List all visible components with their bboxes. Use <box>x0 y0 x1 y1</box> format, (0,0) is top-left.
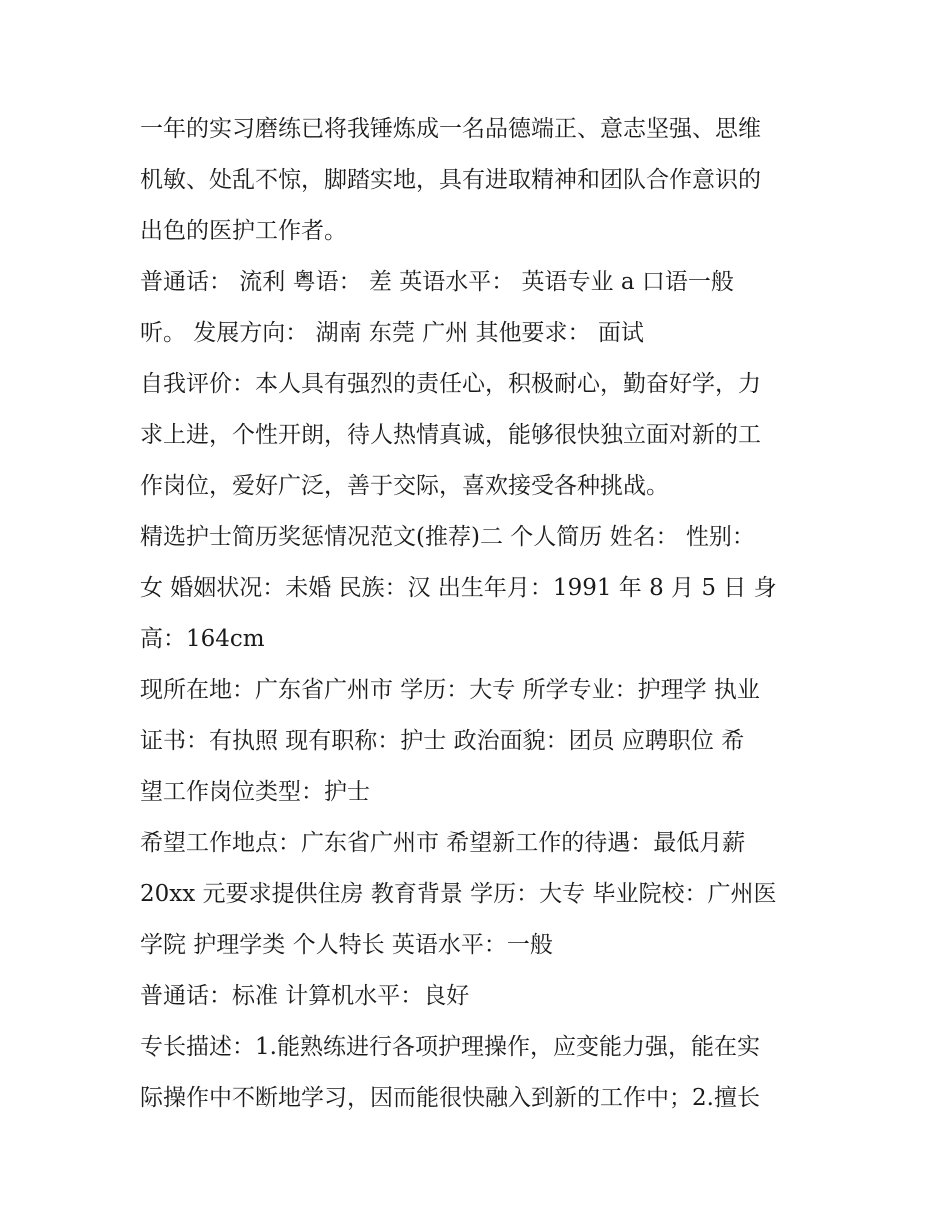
text-line: 普通话：标准 计算机水平：良好 <box>140 983 470 1009</box>
text-line: 女 婚姻状况：未婚 民族：汉 出生年月：1991 年 8 月 5 日 身 <box>140 575 777 601</box>
text-line: 现所在地：广东省广州市 学历：大专 所学专业：护理学 执业 <box>140 677 760 703</box>
text-line: 精选护士简历奖惩情况范文(推荐)二 个人简历 姓名： 性别： <box>140 524 755 550</box>
text-line: 出色的医护工作者。 <box>140 218 347 244</box>
text-line: 自我评价：本人具有强烈的责任心，积极耐心，勤奋好学，力 <box>140 371 761 397</box>
text-line: 20xx 元要求提供住房 教育背景 学历：大专 毕业院校：广州医 <box>140 881 777 907</box>
text-line: 学院 护理学类 个人特长 英语水平：一般 <box>140 932 553 958</box>
text-line: 希望工作地点：广东省广州市 希望新工作的待遇：最低月薪 <box>140 830 746 856</box>
text-line: 证书：有执照 现有职称：护士 政治面貌：团员 应聘职位 希 <box>140 728 745 754</box>
text-line: 望工作岗位类型：护士 <box>140 779 370 805</box>
text-line: 机敏、处乱不惊，脚踏实地，具有进取精神和团队合作意识的 <box>140 167 761 193</box>
text-line: 高：164cm <box>140 626 265 652</box>
text-line: 听。 发展方向： 湖南 东莞 广州 其他要求： 面试 <box>140 320 644 346</box>
text-line: 求上进，个性开朗，待人热情真诚，能够很快独立面对新的工 <box>140 422 761 448</box>
text-line: 作岗位，爱好广泛，善于交际，喜欢接受各种挑战。 <box>140 473 669 499</box>
text-line: 专长描述：1.能熟练进行各项护理操作，应变能力强，能在实 <box>140 1034 760 1060</box>
text-line: 一年的实习磨练已将我锤炼成一名品德端正、意志坚强、思维 <box>140 116 761 142</box>
document-body <box>140 104 830 1124</box>
text-line: 普通话： 流利 粤语： 差 英语水平： 英语专业 a 口语一般 <box>140 269 734 295</box>
text-line: 际操作中不断地学习，因而能很快融入到新的工作中；2.擅长 <box>140 1085 760 1111</box>
